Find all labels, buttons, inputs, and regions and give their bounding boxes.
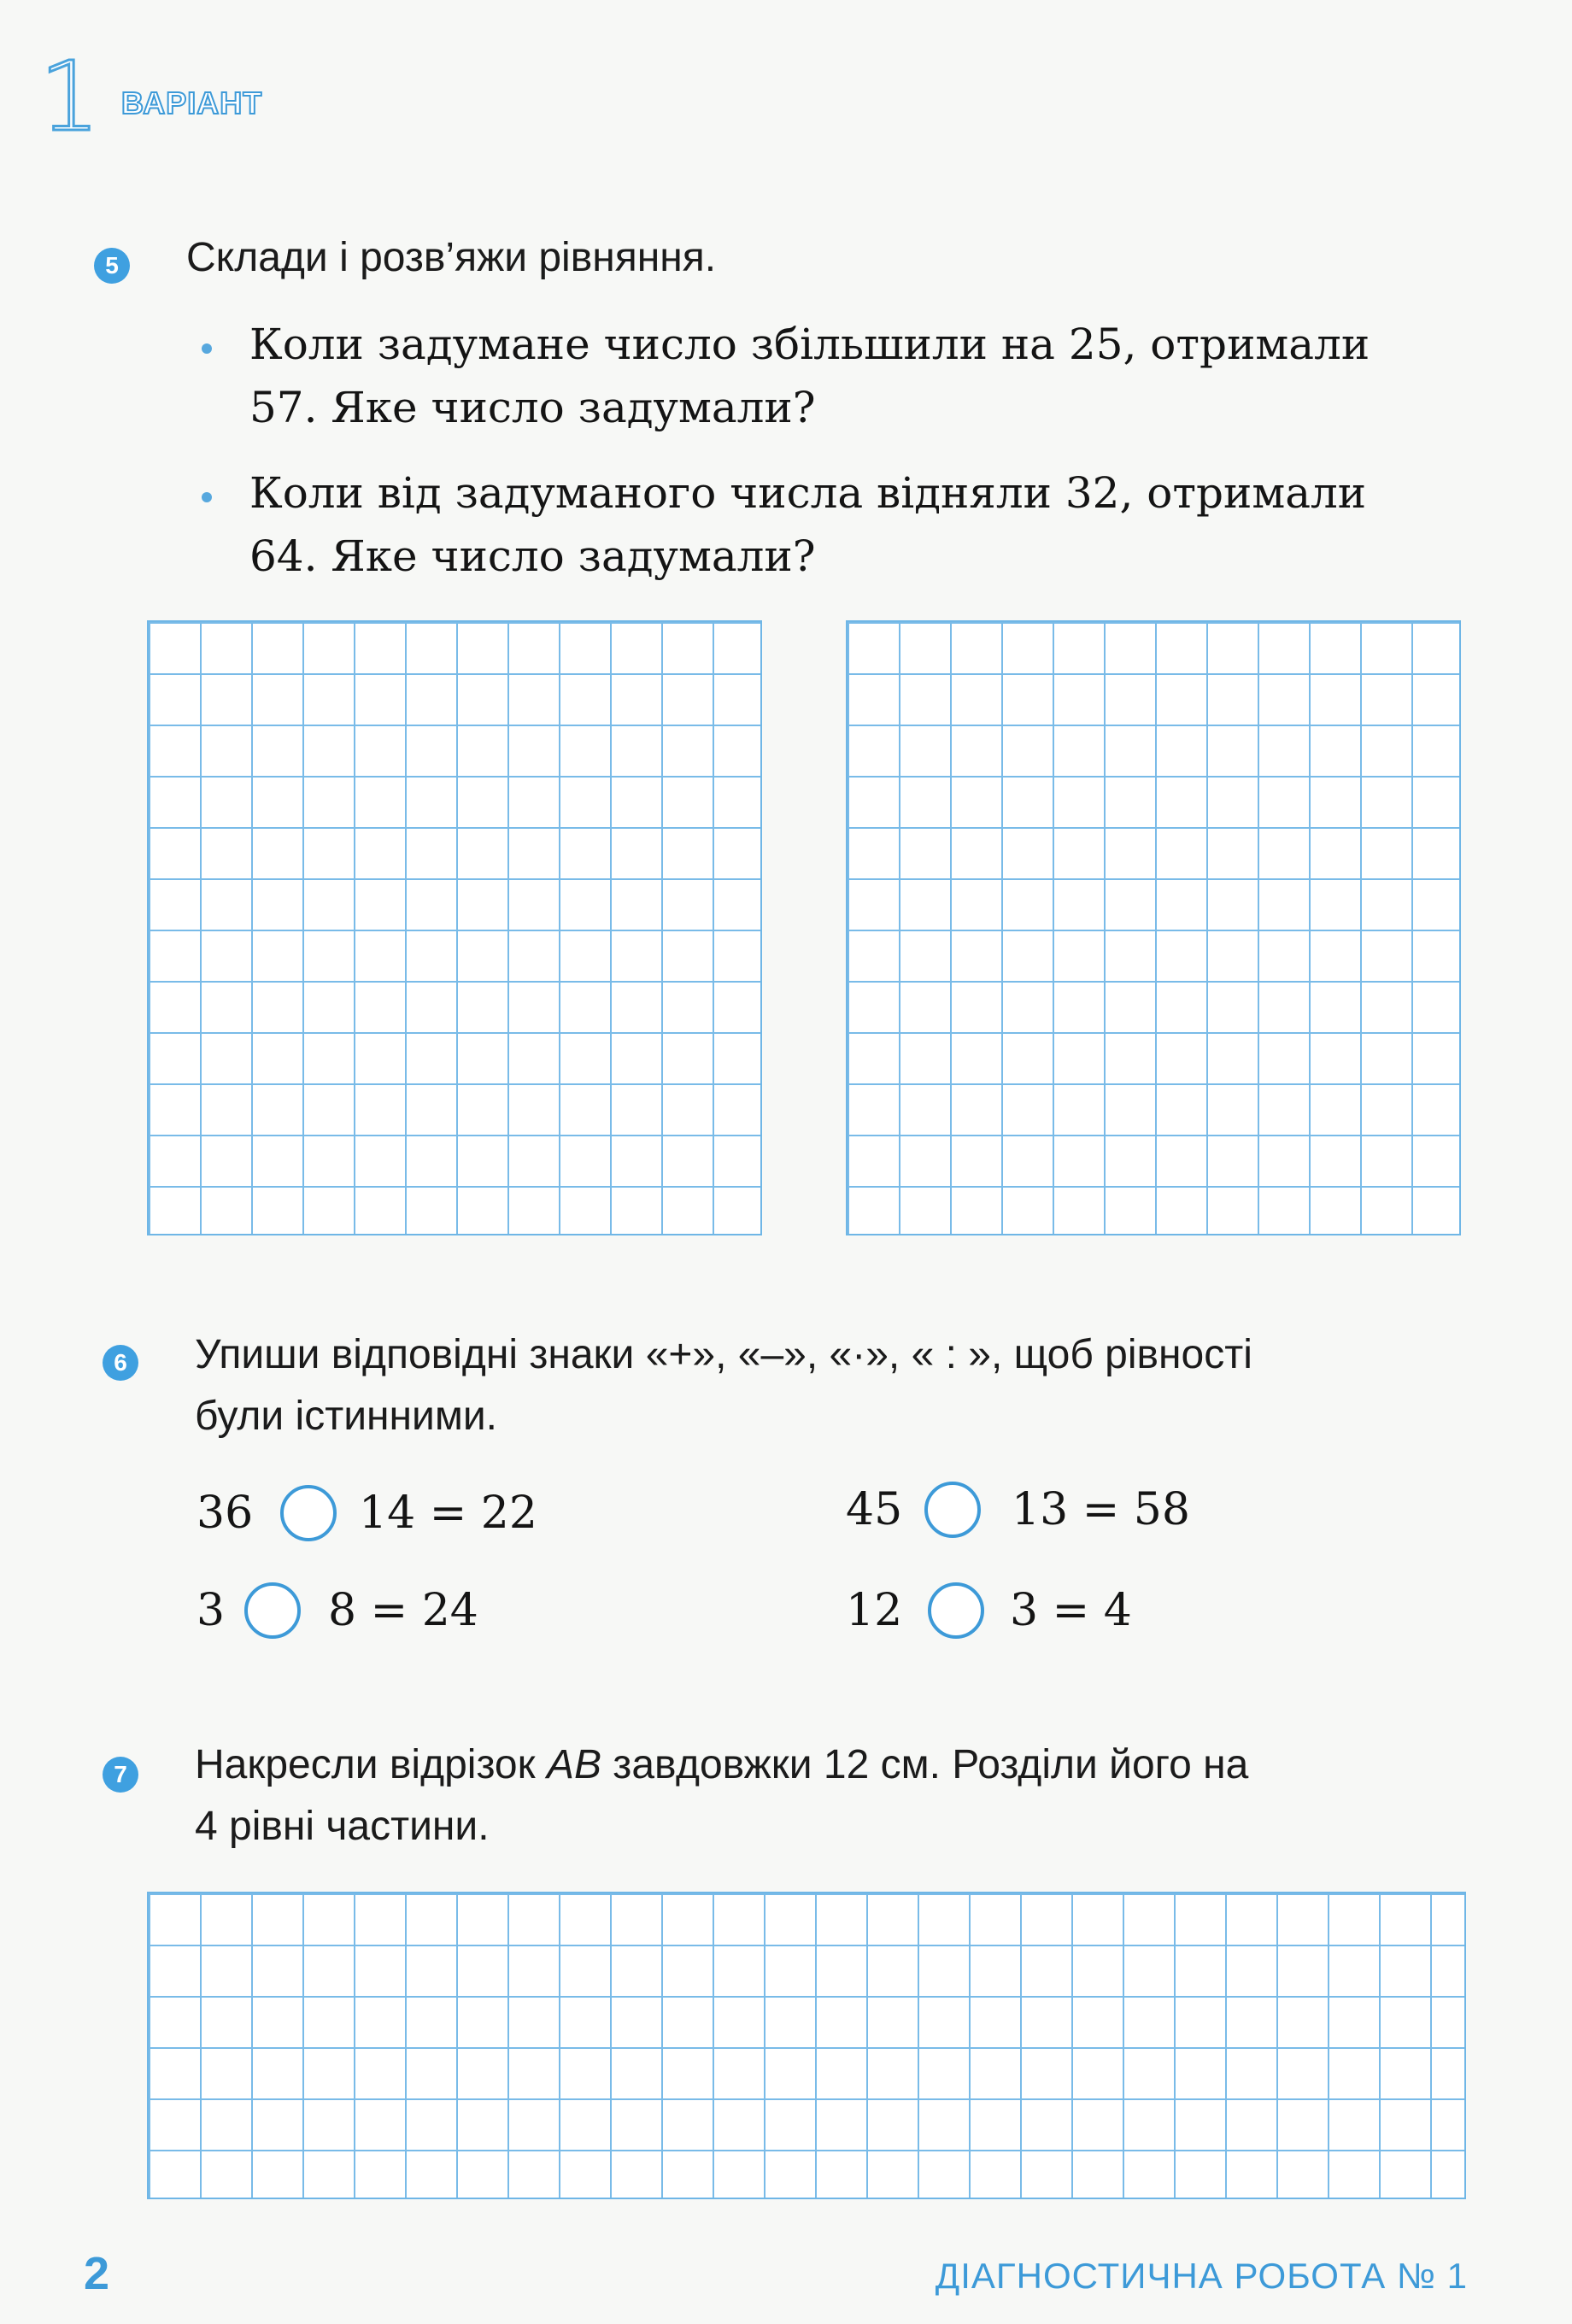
task-7-text-before: Накресли відрізок — [195, 1742, 547, 1787]
task-5-item-1-line-1: Коли задумане число збільшили на 25, отримали — [249, 320, 1370, 369]
sign-input-circle[interactable] — [928, 1582, 984, 1639]
drawing-grid[interactable] — [147, 1892, 1466, 2199]
equation-3-left: 3 — [196, 1585, 226, 1636]
task-5-item-1-line-2: 57. Яке число задумали? — [249, 383, 816, 432]
equation-4-right: 3 = 4 — [1010, 1585, 1132, 1636]
task-7-instruction-line-1 — [195, 1734, 1248, 1796]
task-7-badge: 7 — [103, 1757, 138, 1793]
equation-2-left: 45 — [846, 1484, 903, 1535]
task-6-badge: 6 — [103, 1345, 138, 1381]
task-5-badge: 5 — [94, 248, 130, 284]
footer-title: ДІАГНОСТИЧНА РОБОТА № 1 — [935, 2256, 1468, 2296]
sign-input-circle[interactable] — [280, 1485, 337, 1541]
variant-number: 1 — [39, 42, 101, 153]
equation-2-right: 13 = 58 — [1012, 1484, 1190, 1535]
task-5-item-2-line-1: Коли від задуманого числа відняли 32, отримали — [249, 468, 1367, 518]
segment-label: AB — [546, 1742, 601, 1787]
variant-label: ВАРІАНТ — [121, 85, 263, 120]
sign-input-circle[interactable] — [924, 1482, 981, 1538]
task-6-instruction-line-1: Упиши відповідні знаки «+», «–», «·», « : », щоб рівності — [195, 1332, 1252, 1377]
equation-1-left: 36 — [196, 1488, 254, 1539]
task-5-instruction: Склади і розв’яжи рівняння. — [186, 235, 717, 280]
task-6-instruction-line-2: були істинними. — [195, 1394, 497, 1439]
task-7-text-after: завдовжки 12 см. Розділи його на — [601, 1742, 1249, 1787]
equation-3-right: 8 = 24 — [328, 1585, 478, 1636]
equation-1-right: 14 = 22 — [359, 1488, 537, 1539]
task-7-instruction-line-2: 4 рівні частини. — [195, 1804, 490, 1849]
equation-4-left: 12 — [846, 1585, 903, 1636]
bullet-icon — [202, 343, 212, 354]
page-number: 2 — [84, 2248, 110, 2299]
task-5-item-2-line-2: 64. Яке число задумали? — [249, 531, 816, 581]
answer-grid-right[interactable] — [846, 620, 1461, 1235]
bullet-icon — [202, 492, 212, 502]
sign-input-circle[interactable] — [244, 1582, 301, 1639]
answer-grid-left[interactable] — [147, 620, 762, 1235]
